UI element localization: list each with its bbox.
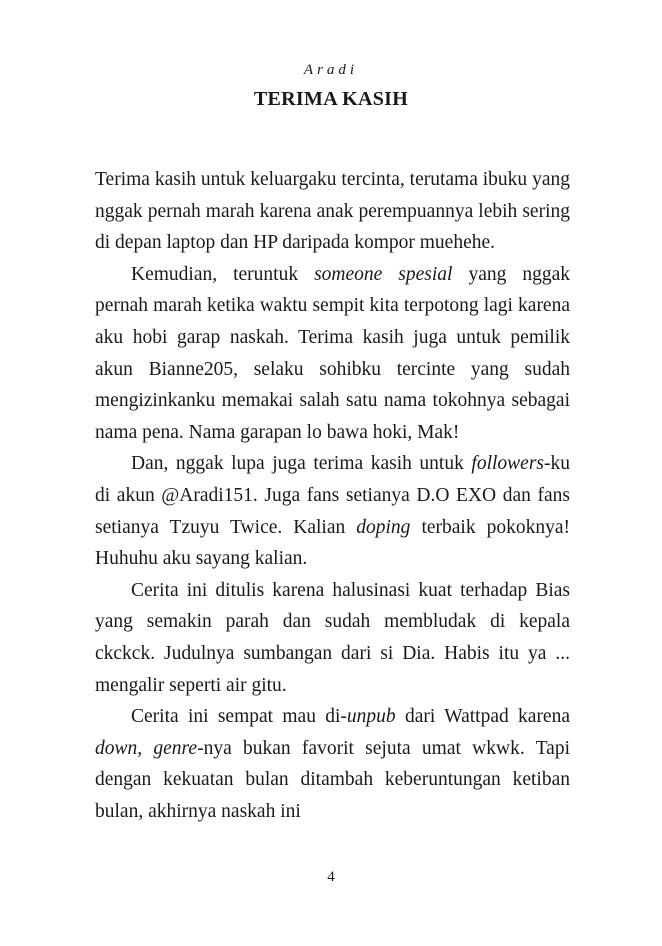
paragraph-text: ku di akun @Aradi151. Juga fans setianya D.O EXO dan fans setianya Tzuyu Twice. Kalian xyxy=(95,453,570,538)
paragraph-text: Cerita ini ditulis karena halusinasi kuat terhadap Bias yang semakin parah dan sudah membludak di kepala ckckck. Judulnya sumbangan dari si Dia. Habis itu ya ... mengalir seperti air gitu. xyxy=(95,579,570,696)
paragraph xyxy=(95,701,570,827)
paragraph-text: , xyxy=(137,737,154,759)
paragraph-text: Terima kasih untuk keluargaku tercinta, terutama ibuku yang nggak pernah marah karena anak perempuannya lebih sering di depan laptop dan HP daripada kompor muehehe. xyxy=(95,169,570,254)
paragraph xyxy=(95,448,570,574)
italic-text: someone spesial xyxy=(314,263,453,285)
paragraph-text: Cerita ini sempat mau di- xyxy=(131,706,347,728)
italic-text: unpub xyxy=(346,706,396,728)
running-header: Aradi xyxy=(303,62,359,78)
page-number: 4 xyxy=(327,869,335,885)
italic-text: doping xyxy=(356,516,411,538)
paragraph xyxy=(95,164,570,259)
paragraph-text: terbaik pokoknya! Huhuhu aku sayang kalian. xyxy=(95,516,570,570)
chapter-title: TERIMA KASIH xyxy=(253,88,409,110)
italic-text: down xyxy=(95,737,138,759)
paragraph-text: yang nggak pernah marah ketika waktu sempit kita terpotong lagi karena aku hobi garap naskah. Terima kasih juga untuk pemilik akun Bianne205, selaku sohibku tercinte yang sudah mengizinkanku memakai salah satu nama tokohnya sebagai nama pena. Nama garapan lo bawa hoki, Mak! xyxy=(95,263,570,443)
paragraph-text: Kemudian, teruntuk xyxy=(131,263,315,285)
body-text xyxy=(95,164,570,827)
paragraph xyxy=(95,575,570,701)
italic-text: genre xyxy=(153,737,198,759)
paragraph xyxy=(95,259,570,449)
italic-text: followers- xyxy=(471,453,551,475)
paragraph-text: -nya bukan favorit sejuta umat wkwk. Tapi dengan kekuatan bulan ditambah keberuntungan ketiban bulan, akhirnya naskah ini xyxy=(95,737,570,822)
paragraph-text: Dan, nggak lupa juga terima kasih untuk xyxy=(131,453,472,475)
paragraph-text: dari Wattpad karena xyxy=(395,706,570,728)
